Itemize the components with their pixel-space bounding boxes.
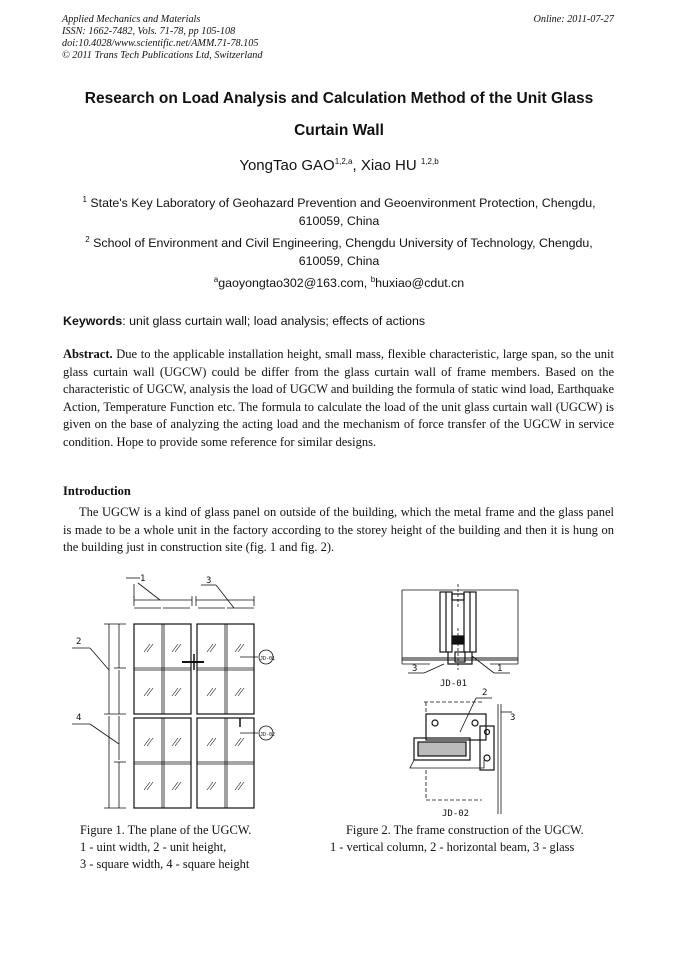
author-1-sup: 1,2,a [334,157,353,166]
aff2-line2: 610059, China [298,254,380,268]
abstract [63,346,614,451]
abstract-label: Abstract. [63,347,113,361]
email-a-sup: a [213,274,219,284]
aff1-num: 1 [82,194,87,204]
email-b: huxiao@cdut.cn [375,276,465,290]
author-2-sup: 1,2,b [420,157,439,166]
aff2-line1: School of Environment and Civil Engineering, Chengdu University of Technology, Chengdu, [93,236,593,250]
aff2-num: 2 [85,234,90,244]
fig2-label-2: 2 [482,688,488,698]
affiliation-2 [60,234,618,270]
introduction-heading: Introduction [63,484,131,498]
email-a: gaoyongtao302@163.com [218,276,364,290]
figure-2-caption [330,822,620,856]
fig2-title-1: JD-01 [440,679,468,689]
fig1-caption-line1: Figure 1. The plane of the UGCW. [80,823,252,837]
fig2-caption-line1: Figure 2. The frame construction of the UGCW. [346,823,584,837]
keywords [63,314,425,328]
fig1-caption-line3: 3 - square width, 4 - square height [80,857,250,871]
figure-2-drawing [400,578,525,820]
fig1-detail-2: JD-02 [260,732,276,738]
author-2: Xiao HU [360,157,417,174]
email-sep: , [363,276,371,290]
keywords-text: : unit glass curtain wall; load analysis; effects of actions [122,314,426,328]
fig2-label-3b: 3 [510,713,516,723]
emails [60,274,618,292]
keywords-label: Keywords [63,314,123,328]
fig1-detail-1: JD-01 [260,656,276,662]
figure-1-drawing [64,570,286,820]
fig1-label-4: 4 [76,713,82,723]
affiliation-1 [60,194,618,230]
aff1-line2: 610059, China [298,214,380,228]
online-date: Online: 2011-07-27 [533,14,614,25]
fig2-label-3a: 3 [412,664,418,674]
fig1-caption-line2: 1 - uint width, 2 - unit height, [80,840,227,854]
paper-title-line2: Curtain Wall [294,122,384,139]
email-b-sup: b [370,274,376,284]
fig1-label-2: 2 [76,637,82,647]
fig2-label-1: 1 [497,664,503,674]
paper-title-line1: Research on Load Analysis and Calculation Method of the Unit Glass [84,90,594,107]
author-sep: , [352,157,361,174]
journal-name: Applied Mechanics and Materials [62,14,201,25]
copyright: © 2011 Trans Tech Publications Ltd, Switzerland [62,50,263,61]
figure-1-caption [80,822,251,873]
abstract-text: Due to the applicable installation height, small mass, flexible characteristic, large span, so the unit glass curtain wall (UGCW) could be differ from the glass curtain wall of frame members. Based on the characteristic of UGCW, analysis the load of UGCW and building the formula of static wind load, Earthquake Action, Temperature Function etc. The formula to calculate the load of the unit glass curtain wall (UGCW) is given on the base of analyzing the acting load and the mechanism of force transfer of the UGCW in service condition. Hope to provide some reference for similar designs. [63,347,614,449]
introduction-text: The UGCW is a kind of glass panel on outside of the building, which the metal frame and the glass panel is made to be a whole unit in the factory according to the storey height of the building and then it is hung on the building just in construction site (fig. 1 and fig. 2). [63,505,614,554]
fig2-caption-line2: 1 - vertical column, 2 - horizontal beam, 3 - glass [330,840,575,854]
issn: ISSN: 1662-7482, Vols. 71-78, pp 105-108 [62,26,236,37]
fig1-label-3: 3 [206,576,212,586]
authors [60,157,618,174]
aff1-line1: State's Key Laboratory of Geohazard Prevention and Geoenvironment Protection, Chengdu, [90,196,596,210]
journal-header [62,14,262,62]
doi: doi:10.4028/www.scientific.net/AMM.71-78.105 [62,38,259,49]
author-1: YongTao GAO [239,157,335,174]
fig1-label-1: 1 [140,574,146,584]
fig2-title-2: JD-02 [442,809,470,819]
